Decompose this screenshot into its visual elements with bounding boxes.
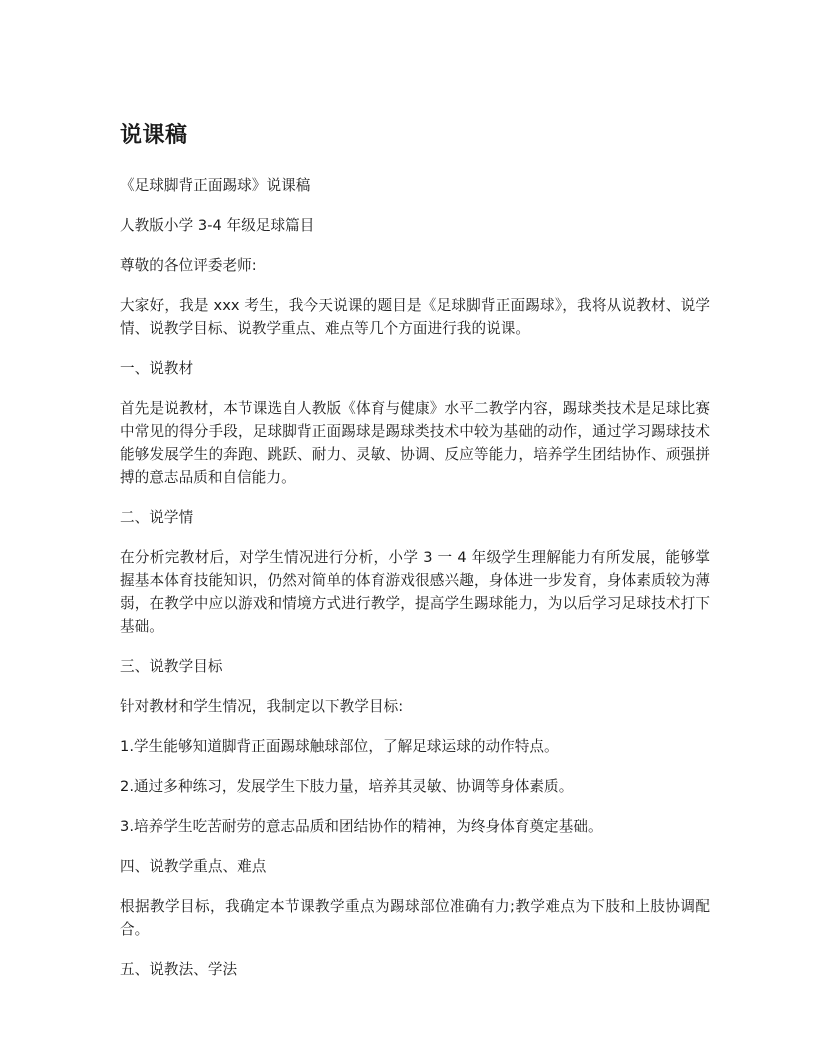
section-body-4: 根据教学目标，我确定本节课教学重点为踢球部位准确有力;教学难点为下肢和上肢协调配合。 bbox=[120, 898, 710, 938]
doc-subtitle: 人教版小学 3-4 年级足球篇目 bbox=[120, 217, 315, 234]
doc-heading: 《足球脚背正面踢球》说课稿 bbox=[120, 177, 311, 194]
section-heading-2: 二、说学情 bbox=[120, 509, 194, 526]
section-heading-1: 一、说教材 bbox=[120, 360, 194, 377]
objective-item-2: 2.通过多种练习，发展学生下肢力量，培养其灵敏、协调等身体素质。 bbox=[120, 778, 574, 795]
intro-paragraph: 大家好，我是 xxx 考生，我今天说课的题目是《足球脚背正面踢球》，我将从说教材、说学情、说教学目标、说教学重点、难点等几个方面进行我的说课。 bbox=[120, 297, 710, 337]
greeting: 尊敬的各位评委老师: bbox=[120, 257, 257, 274]
page-title: 说课稿 bbox=[120, 123, 188, 148]
section-heading-3: 三、说教学目标 bbox=[120, 658, 223, 675]
objective-item-3: 3.培养学生吃苦耐劳的意志品质和团结协作的精神，为终身体育奠定基础。 bbox=[120, 818, 603, 835]
document-page bbox=[120, 118, 710, 998]
objective-item-1: 1.学生能够知道脚背正面踢球触球部位，了解足球运球的动作特点。 bbox=[120, 738, 559, 755]
objectives-intro: 针对教材和学生情况，我制定以下教学目标: bbox=[120, 698, 404, 715]
section-body-1: 首先是说教材，本节课选自人教版《体育与健康》水平二教学内容，踢球类技术是足球比赛中常见的得分手段，足球脚背正面踢球是踢球类技术中较为基础的动作，通过学习踢球技术能够发展学生的奔跑、跳跃、耐力、灵敏、协调、反应等能力，培养学生团结协作、顽强拼搏的意志品质和自信能力。 bbox=[120, 400, 710, 486]
section-body-2: 在分析完教材后，对学生情况进行分析，小学 3 一 4 年级学生理解能力有所发展，能够掌握基本体育技能知识，仍然对简单的体育游戏很感兴趣，身体进一步发育，身体素质较为薄弱，在教学中应以游戏和情境方式进行教学，提高学生踢球能力，为以后学习足球技术打下基础。 bbox=[120, 549, 710, 635]
section-heading-4: 四、说教学重点、难点 bbox=[120, 858, 267, 875]
section-heading-5: 五、说教法、学法 bbox=[120, 961, 238, 978]
